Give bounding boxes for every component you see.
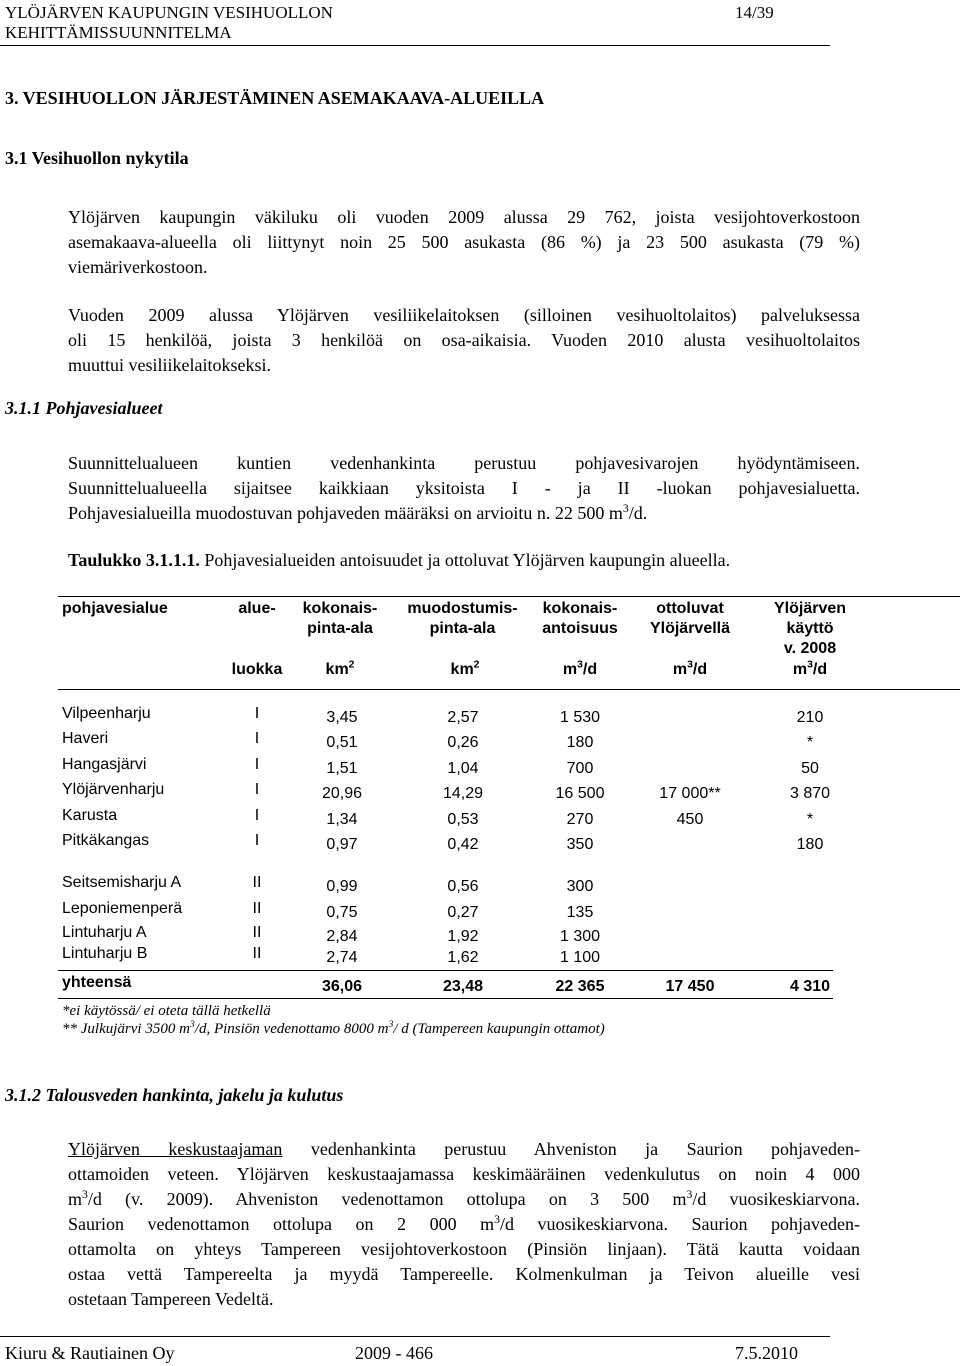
- cell-class: I: [254, 730, 260, 747]
- unit-text: /d: [812, 661, 828, 678]
- unit-text: /d: [692, 661, 708, 678]
- cell-class: I: [254, 756, 260, 773]
- header-permit-unit: [640, 660, 740, 680]
- cell-area: 0,99: [326, 878, 358, 895]
- header-line: muodostumis-: [407, 600, 518, 617]
- header-yield: [530, 599, 630, 639]
- cell-area: 0,97: [326, 836, 358, 853]
- cell-yield: 700: [566, 760, 594, 777]
- table-caption-text: Pohjavesialueiden antoisuudet ja ottoluvat Ylöjärven kaupungin alueella.: [204, 550, 731, 570]
- text-line: [68, 1212, 860, 1237]
- header-permit: [635, 599, 745, 639]
- unit-text: m: [792, 661, 808, 678]
- cell-use: 180: [796, 836, 824, 853]
- paragraph-water-supply: [68, 1137, 860, 1312]
- table-top-rule: [58, 596, 960, 597]
- cell-yield: 1 530: [559, 709, 601, 726]
- total-label: yhteensä: [62, 974, 132, 991]
- cell-area: 1,51: [326, 760, 358, 777]
- paragraph-groundwater: [68, 451, 860, 526]
- superscript: 3: [807, 659, 813, 671]
- cell-formation: 0,27: [447, 904, 479, 921]
- cell-class: I: [254, 781, 260, 798]
- header-area-unit: [290, 660, 390, 680]
- cell-area: 0,75: [326, 904, 358, 921]
- cell-name: Haveri: [62, 730, 109, 747]
- text-line: viemäriverkostoon.: [68, 257, 208, 277]
- cell-yield: 270: [566, 811, 594, 828]
- cell-class: II: [252, 924, 262, 941]
- cell-area: 2,84: [326, 928, 358, 945]
- text-run: vedenhankinta perustuu Ahveniston ja Saurion pohjaveden-: [310, 1139, 860, 1159]
- header-yield-unit: [530, 660, 630, 680]
- header-line: pinta-ala: [307, 620, 373, 637]
- text-line: Suunnittelualueella sijaitsee kaikkiaan yksitoista I - ja II -luokan pohjavesialuetta.: [68, 478, 860, 498]
- header-line: kokonais-: [542, 600, 618, 617]
- superscript: 3: [388, 1019, 394, 1030]
- cell-use: 210: [796, 709, 824, 726]
- header-line: ottoluvat: [656, 600, 724, 617]
- header-use: [750, 599, 870, 659]
- text-run: /d (v. 2009).: [87, 1189, 214, 1209]
- section-3-1-title: 3.1 Vesihuollon nykytila: [5, 148, 189, 168]
- footer-company: Kiuru & Rautiainen Oy: [5, 1343, 175, 1363]
- cell-formation: 0,56: [447, 878, 479, 895]
- header-area: [290, 599, 390, 639]
- header-line: Ylöjärven: [773, 600, 847, 617]
- cell-class: II: [252, 900, 262, 917]
- cell-yield: 16 500: [555, 785, 605, 802]
- text-run: /d.: [628, 503, 648, 523]
- total-yield: 22 365: [555, 978, 605, 995]
- header-line: antoisuus: [542, 620, 618, 637]
- text-line: Ylöjärven kaupungin väkiluku oli vuoden 2009 alussa 29 762, joista vesijohtoverkostoon: [68, 207, 860, 227]
- cell-name: Ylöjärvenharju: [62, 781, 165, 798]
- cell-yield: 180: [566, 734, 594, 751]
- cell-name: Pitkäkangas: [62, 832, 150, 849]
- text-line: ostetaan Tampereen Vedeltä.: [68, 1289, 274, 1309]
- cell-name: Lintuharju B: [62, 945, 148, 962]
- section-3-title: 3. VESIHUOLLON JÄRJESTÄMINEN ASEMAKAAVA-ALUEILLA: [5, 88, 545, 108]
- cell-class: I: [254, 832, 260, 849]
- superscript: 3: [189, 1019, 195, 1030]
- text-run: ** Julkujärvi 3500 m: [62, 1021, 190, 1037]
- text-line: ottamoiden veteen. Ylöjärven keskustaajamassa keskimääräinen vedenkulutus on noin 4 000: [68, 1164, 860, 1184]
- table-header-rule: [58, 689, 960, 690]
- header-name: pohjavesialue: [62, 600, 168, 617]
- cell-use: *: [806, 734, 814, 751]
- section-3-1-2-title: 3.1.2 Talousveden hankinta, jakelu ja kulutus: [5, 1085, 344, 1105]
- header-formation: [395, 599, 530, 639]
- superscript: 3: [687, 659, 693, 671]
- table-caption-label: Taulukko 3.1.1.1.: [68, 550, 200, 570]
- cell-formation: 14,29: [442, 785, 484, 802]
- header-line: Ylöjärvellä: [649, 620, 731, 637]
- cell-formation: 0,42: [447, 836, 479, 853]
- total-permit: 17 450: [665, 978, 715, 995]
- cell-area: 3,45: [326, 709, 358, 726]
- text-run: m: [68, 1189, 83, 1209]
- cell-name: Lintuharju A: [62, 924, 147, 941]
- cell-use: *: [806, 811, 814, 828]
- total-area: 36,06: [321, 978, 363, 995]
- cell-area: 1,34: [326, 811, 358, 828]
- cell-name: Hangasjärvi: [62, 756, 147, 773]
- text-run: Ahveniston vedenottamon ottolupa on 3 500 m: [235, 1189, 687, 1209]
- header-line: v. 2008: [783, 640, 837, 657]
- superscript: 2: [348, 659, 355, 671]
- text-line: muuttui vesiliikelaitokseksi.: [68, 355, 271, 375]
- cell-yield: 1 300: [559, 928, 601, 945]
- text-run: /d vuosikeskiarvona.: [692, 1189, 861, 1209]
- superscript: 2: [473, 659, 480, 671]
- footer-rule: [0, 1336, 830, 1337]
- superscript: 3: [686, 1188, 693, 1201]
- text-line: ostaa vettä Tampereelta ja myydä Tampereelle. Kolmenkulman ja Teivon alueille vesi: [68, 1264, 860, 1284]
- cell-name: Seitsemisharju A: [62, 874, 182, 891]
- text-run: /d, Pinsiön vedenottamo 8000 m: [194, 1021, 389, 1037]
- cell-yield: 300: [566, 878, 594, 895]
- cell-yield: 135: [566, 904, 594, 921]
- cell-permit: 17 000**: [659, 785, 721, 802]
- footnote-2: [62, 1021, 605, 1038]
- footer-code: 2009 - 466: [355, 1343, 433, 1363]
- text-line: ottamolta on yhteys Tampereen vesijohtoverkostoon (Pinsiön linjaan). Tätä kautta voidaan: [68, 1239, 860, 1259]
- cell-formation: 2,57: [447, 709, 479, 726]
- header-class-1: alue-: [238, 600, 276, 617]
- superscript: 3: [622, 502, 629, 515]
- text-run: Pohjavesialueilla muodostuvan pohjaveden määräksi on arvioitu n. 22 500 m: [68, 503, 623, 523]
- header-formation-unit: [415, 660, 515, 680]
- page-number: 14/39: [735, 3, 774, 22]
- superscript: 3: [494, 1213, 500, 1226]
- header-title-line1: YLÖJÄRVEN KAUPUNGIN VESIHUOLLON: [5, 3, 333, 22]
- cell-class: I: [254, 705, 260, 722]
- section-3-1-1-title: 3.1.1 Pohjavesialueet: [5, 398, 163, 418]
- total-use: 4 310: [789, 978, 831, 995]
- cell-formation: 1,62: [447, 949, 479, 966]
- unit-text: km: [450, 661, 474, 678]
- text-line: oli 15 henkilöä, joista 3 henkilöä on osa-aikaisia. Vuoden 2010 alusta vesihuoltolaitos: [68, 330, 860, 350]
- cell-area: 0,51: [326, 734, 358, 751]
- unit-text: km: [325, 661, 349, 678]
- cell-class: II: [252, 874, 262, 891]
- text-line: [68, 1137, 860, 1162]
- header-title-line2: KEHITTÄMISSUUNNITELMA: [5, 23, 232, 42]
- unit-text: m: [562, 661, 578, 678]
- cell-name: Leponiemenperä: [62, 900, 183, 917]
- text-line: [68, 1187, 860, 1212]
- header-class-2: luokka: [231, 661, 283, 678]
- cell-use: 3 870: [789, 785, 831, 802]
- cell-formation: 0,53: [447, 811, 479, 828]
- paragraph-population: [68, 205, 860, 280]
- cell-class: II: [252, 945, 262, 962]
- cell-name: Vilpeenharju: [62, 705, 151, 722]
- header-line: pinta-ala: [429, 620, 496, 637]
- superscript: 3: [577, 659, 583, 671]
- text-line: Suunnittelualueen kuntien vedenhankinta perustuu pohjavesivarojen hyödyntämiseen.: [68, 453, 860, 473]
- text-line: asemakaava-alueella oli liittynyt noin 25 500 asukasta (86 %) ja 23 500 asukasta (79 %): [68, 232, 860, 252]
- text-run: / d (Tampereen kaupungin ottamot): [393, 1021, 605, 1037]
- superscript: 3: [82, 1188, 88, 1201]
- cell-permit: 450: [676, 811, 704, 828]
- cell-formation: 1,92: [447, 928, 479, 945]
- header-line: käyttö: [786, 620, 834, 637]
- cell-class: I: [254, 807, 260, 824]
- cell-area: 20,96: [321, 785, 363, 802]
- unit-text: m: [672, 661, 688, 678]
- header-line: kokonais-: [302, 600, 378, 617]
- unit-text: /d: [582, 661, 598, 678]
- header-use-unit: [750, 660, 870, 680]
- header-rule: [0, 45, 830, 46]
- table-total-rule: [58, 970, 833, 971]
- cell-formation: 0,26: [447, 734, 479, 751]
- footnote-1: *ei käytössä/ ei oteta tällä hetkellä: [62, 1003, 271, 1019]
- cell-yield: 1 100: [559, 949, 601, 966]
- text-run: Saurion vedenottamon ottolupa on 2 000 m: [68, 1214, 495, 1234]
- total-formation: 23,48: [442, 978, 484, 995]
- table-caption: [68, 550, 730, 571]
- cell-formation: 1,04: [447, 760, 479, 777]
- text-line: Vuoden 2009 alussa Ylöjärven vesiliikelaitoksen (silloinen vesihuoltolaitos) palveluksessa: [68, 305, 860, 325]
- cell-name: Karusta: [62, 807, 118, 824]
- cell-yield: 350: [566, 836, 594, 853]
- underlined-term: Ylöjärven keskustaajaman: [68, 1139, 283, 1159]
- footer-date: 7.5.2010: [735, 1343, 798, 1363]
- text-line: [68, 501, 860, 526]
- cell-use: 50: [801, 760, 819, 777]
- cell-area: 2,74: [326, 949, 358, 966]
- table-bottom-rule: [58, 998, 833, 999]
- text-run: /d vuosikeskiarvona. Saurion pohjaveden-: [499, 1214, 861, 1234]
- paragraph-staff: [68, 303, 860, 378]
